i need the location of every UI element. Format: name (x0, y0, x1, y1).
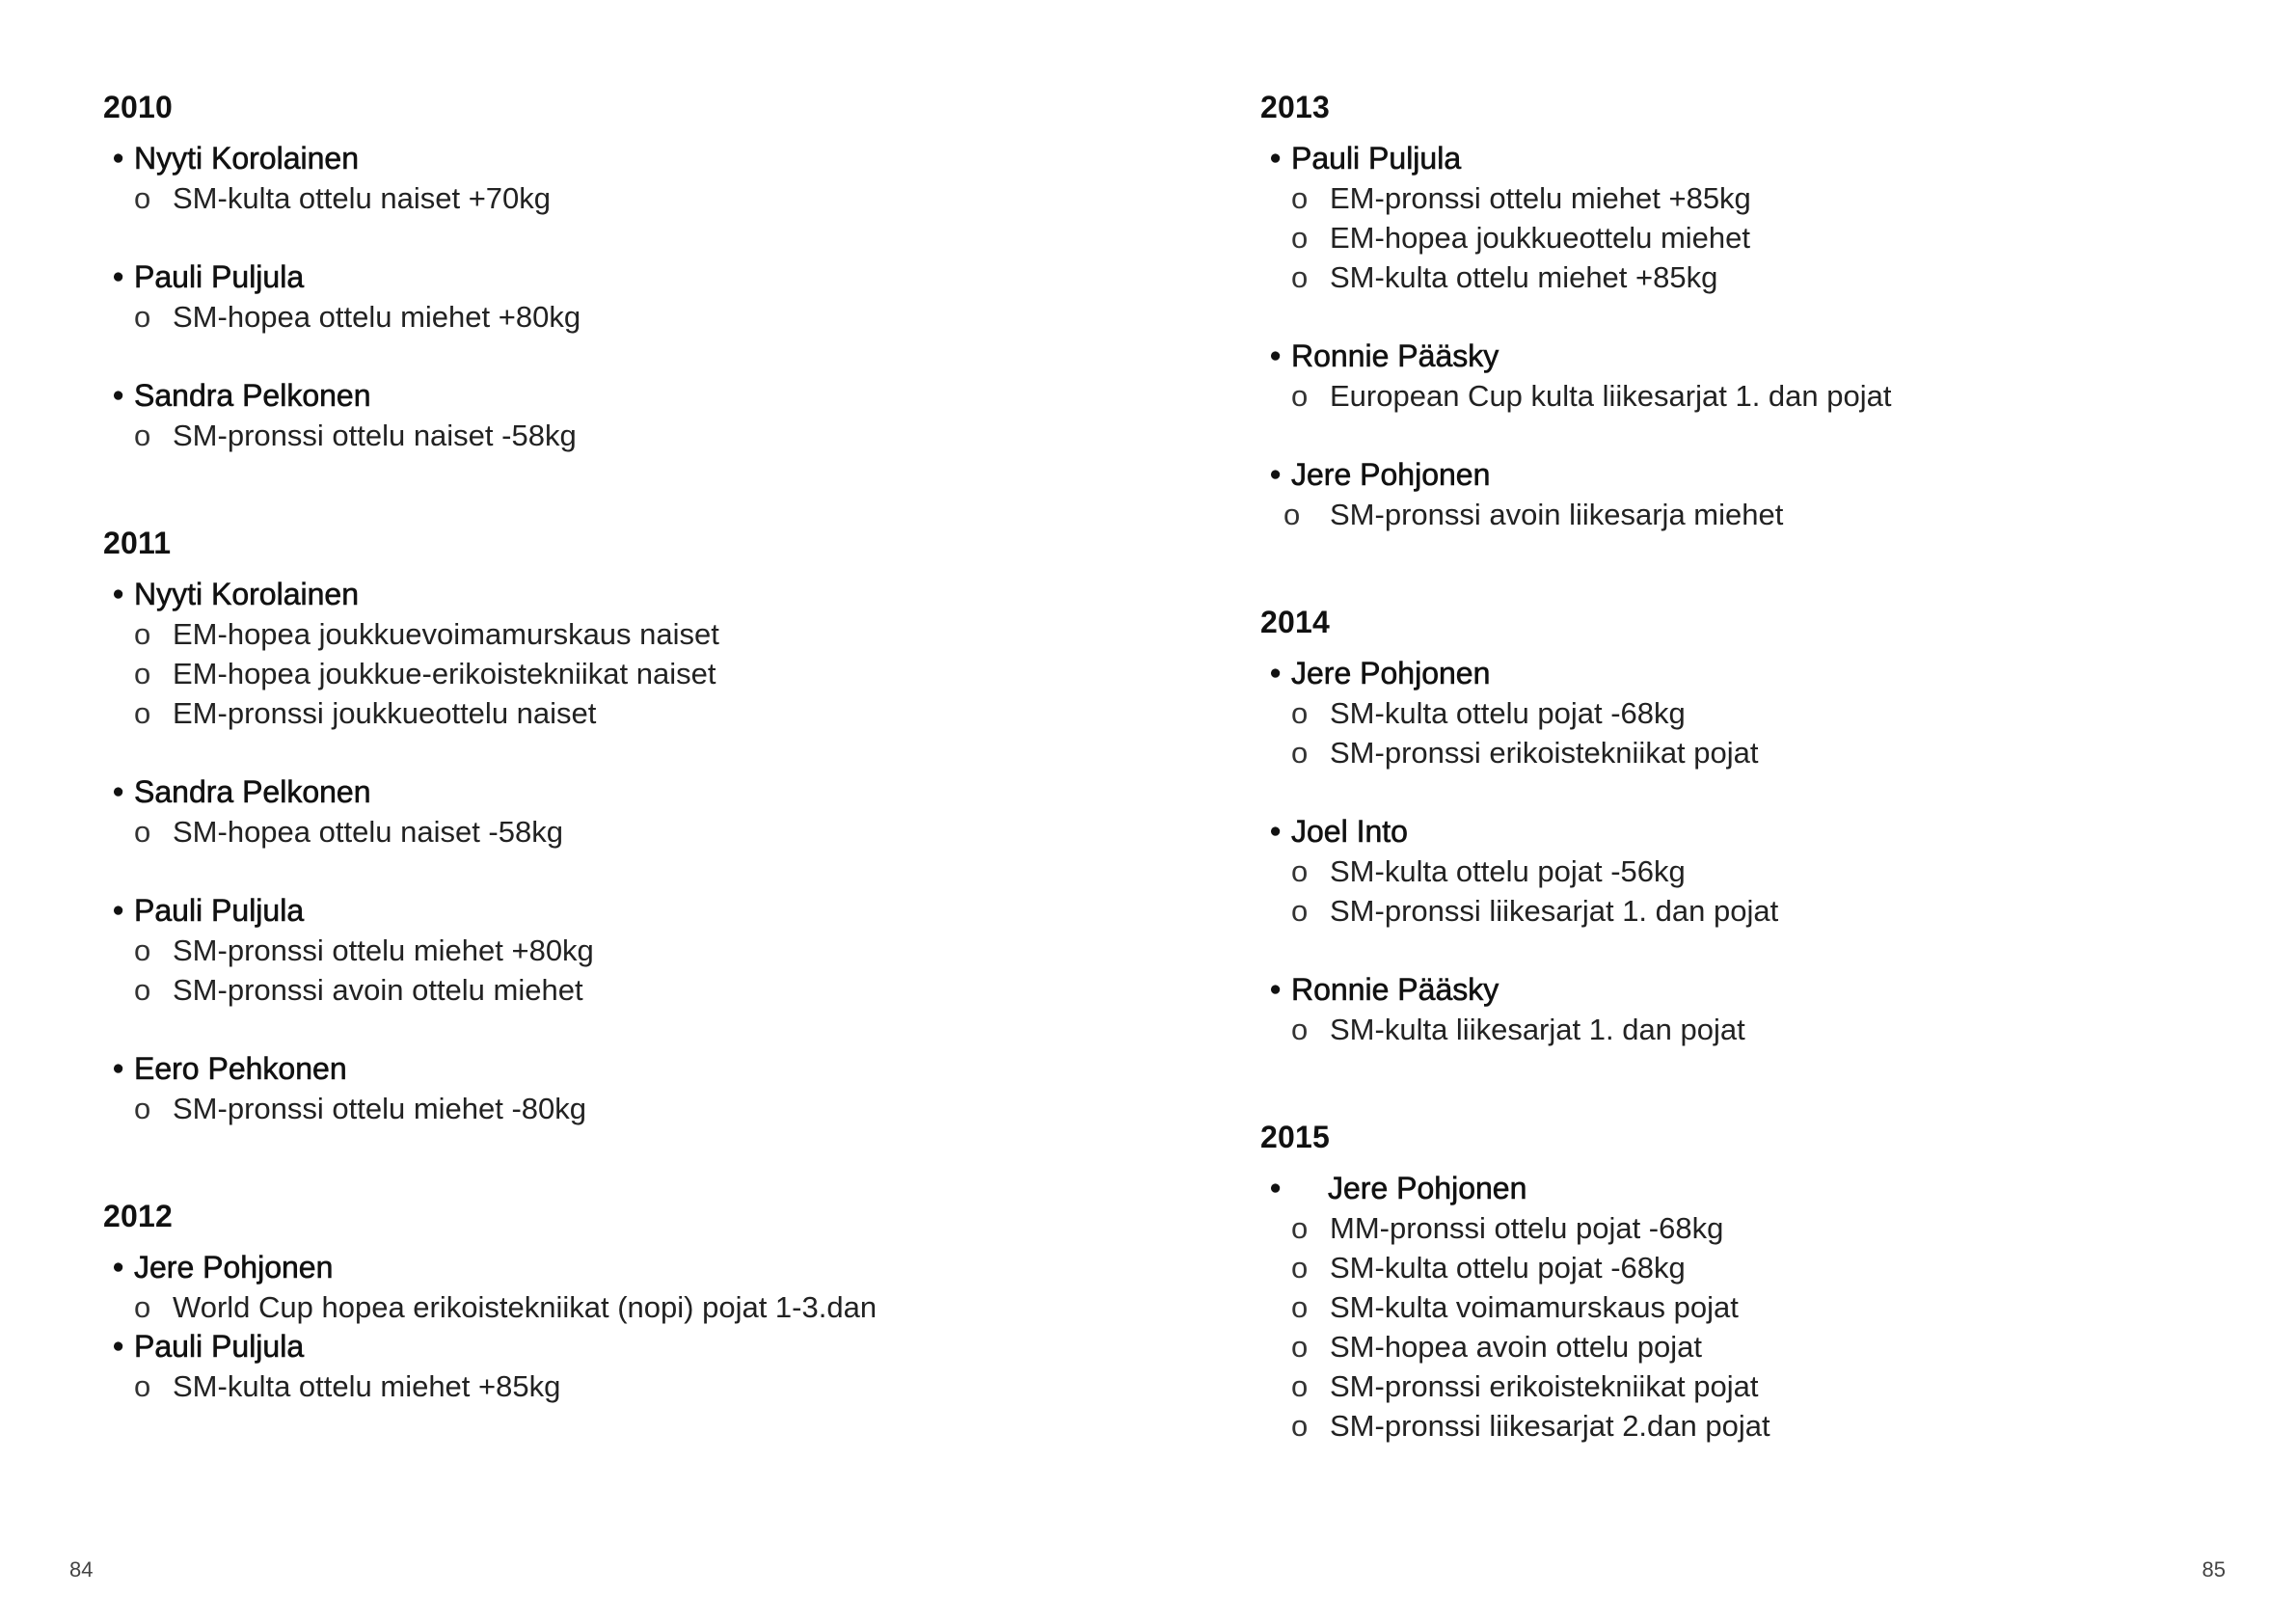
athlete-name: • Nyyti Korolainen (113, 577, 359, 611)
athlete-entry (1260, 812, 1891, 931)
athlete-entry (1260, 970, 1891, 1049)
athlete-entry (103, 1049, 877, 1128)
year-section-2014 (1260, 602, 1891, 1049)
year-heading: 2013 (1260, 90, 1330, 124)
result-item: o SM-kulta ottelu pojat -56kg (1291, 854, 1686, 888)
result-item: o EM-hopea joukkue-erikoistekniikat naiset (134, 657, 716, 690)
result-item: o SM-pronssi erikoistekniikat pojat (1291, 1369, 1759, 1403)
athlete-entry (1260, 654, 1891, 772)
athlete-entry (103, 772, 877, 852)
year-heading: 2015 (1260, 1120, 1330, 1154)
year-section-2010 (103, 87, 877, 455)
year-section-2011 (103, 523, 877, 1128)
athlete-name: • Pauli Puljula (113, 259, 305, 294)
year-heading: 2012 (103, 1199, 173, 1233)
result-item: o SM-hopea avoin ottelu pojat (1291, 1330, 1703, 1364)
right-column (1260, 87, 1891, 1446)
left-column (103, 87, 877, 1406)
result-item: o EM-hopea joukkueottelu miehet (1291, 221, 1750, 255)
result-item: o SM-hopea ottelu miehet +80kg (134, 300, 581, 334)
result-item: o SM-pronssi ottelu miehet +80kg (134, 933, 594, 967)
athlete-entry (1260, 1169, 1891, 1446)
athlete-entry (103, 1248, 877, 1327)
athlete-name: • Pauli Puljula (1270, 141, 1462, 176)
athlete-name: • Jere Pohjonen (1270, 1171, 1527, 1205)
athlete-name: • Ronnie Pääsky (1270, 338, 1499, 373)
page-number: 84 (69, 1557, 94, 1582)
athlete-name: • Jere Pohjonen (1270, 656, 1491, 690)
result-item: o SM-hopea ottelu naiset -58kg (134, 815, 563, 849)
athlete-name: • Pauli Puljula (113, 893, 305, 928)
result-item: o SM-kulta ottelu pojat -68kg (1291, 696, 1686, 730)
result-item: o SM-pronssi liikesarjat 2.dan pojat (1291, 1409, 1770, 1443)
result-item: o SM-kulta ottelu naiset +70kg (134, 181, 552, 215)
athlete-entry (103, 257, 877, 337)
result-item: o SM-kulta ottelu miehet +85kg (134, 1369, 561, 1403)
athlete-name: • Nyyti Korolainen (113, 141, 359, 176)
result-item: o SM-pronssi erikoistekniikat pojat (1291, 736, 1759, 770)
result-item: o World Cup hopea erikoistekniikat (nopi) pojat 1-3.dan (134, 1290, 878, 1324)
result-item: o MM-pronssi ottelu pojat -68kg (1291, 1211, 1724, 1245)
athlete-name: • Jere Pohjonen (113, 1250, 334, 1285)
year-section-2012 (103, 1196, 877, 1406)
athlete-entry (1260, 455, 1891, 534)
result-item: o SM-pronssi liikesarjat 1. dan pojat (1291, 894, 1779, 928)
result-item: o SM-pronssi ottelu miehet -80kg (134, 1092, 587, 1125)
result-item: o EM-hopea joukkuevoimamurskaus naiset (134, 617, 719, 651)
athlete-name: • Pauli Puljula (113, 1329, 305, 1364)
result-item: o SM-pronssi ottelu naiset -58kg (134, 419, 577, 452)
athlete-entry (1260, 337, 1891, 416)
result-item: o SM-kulta voimamurskaus pojat (1291, 1290, 1739, 1324)
year-heading: 2010 (103, 90, 173, 124)
year-heading: 2014 (1260, 605, 1330, 639)
athlete-name: • Ronnie Pääsky (1270, 972, 1499, 1007)
result-item: o European Cup kulta liikesarjat 1. dan pojat (1291, 379, 1892, 413)
result-item: o SM-pronssi avoin ottelu miehet (134, 973, 583, 1007)
athlete-entry (103, 139, 877, 218)
result-item: o SM-kulta ottelu miehet +85kg (1291, 260, 1718, 294)
athlete-entry (103, 575, 877, 733)
athlete-name: • Joel Into (1270, 814, 1408, 849)
year-section-2013 (1260, 87, 1891, 534)
result-item: o SM-kulta ottelu pojat -68kg (1291, 1251, 1686, 1285)
result-item: o SM-kulta liikesarjat 1. dan pojat (1291, 1013, 1745, 1046)
athlete-name: • Sandra Pelkonen (113, 774, 371, 809)
result-item: o EM-pronssi joukkueottelu naiset (134, 696, 597, 730)
page-number: 85 (2201, 1557, 2226, 1582)
result-item: o SM-pronssi avoin liikesarja miehet (1283, 498, 1784, 531)
athlete-name: • Eero Pehkonen (113, 1051, 347, 1086)
athlete-name: • Jere Pohjonen (1270, 457, 1491, 492)
year-heading: 2011 (103, 526, 172, 560)
athlete-entry (1260, 139, 1891, 297)
right-page (1148, 0, 2295, 1623)
athlete-entry (103, 1327, 877, 1406)
year-section-2015 (1260, 1117, 1891, 1446)
athlete-entry (103, 376, 877, 455)
athlete-name: • Sandra Pelkonen (113, 378, 371, 413)
result-item: o EM-pronssi ottelu miehet +85kg (1291, 181, 1751, 215)
athlete-entry (103, 891, 877, 1010)
